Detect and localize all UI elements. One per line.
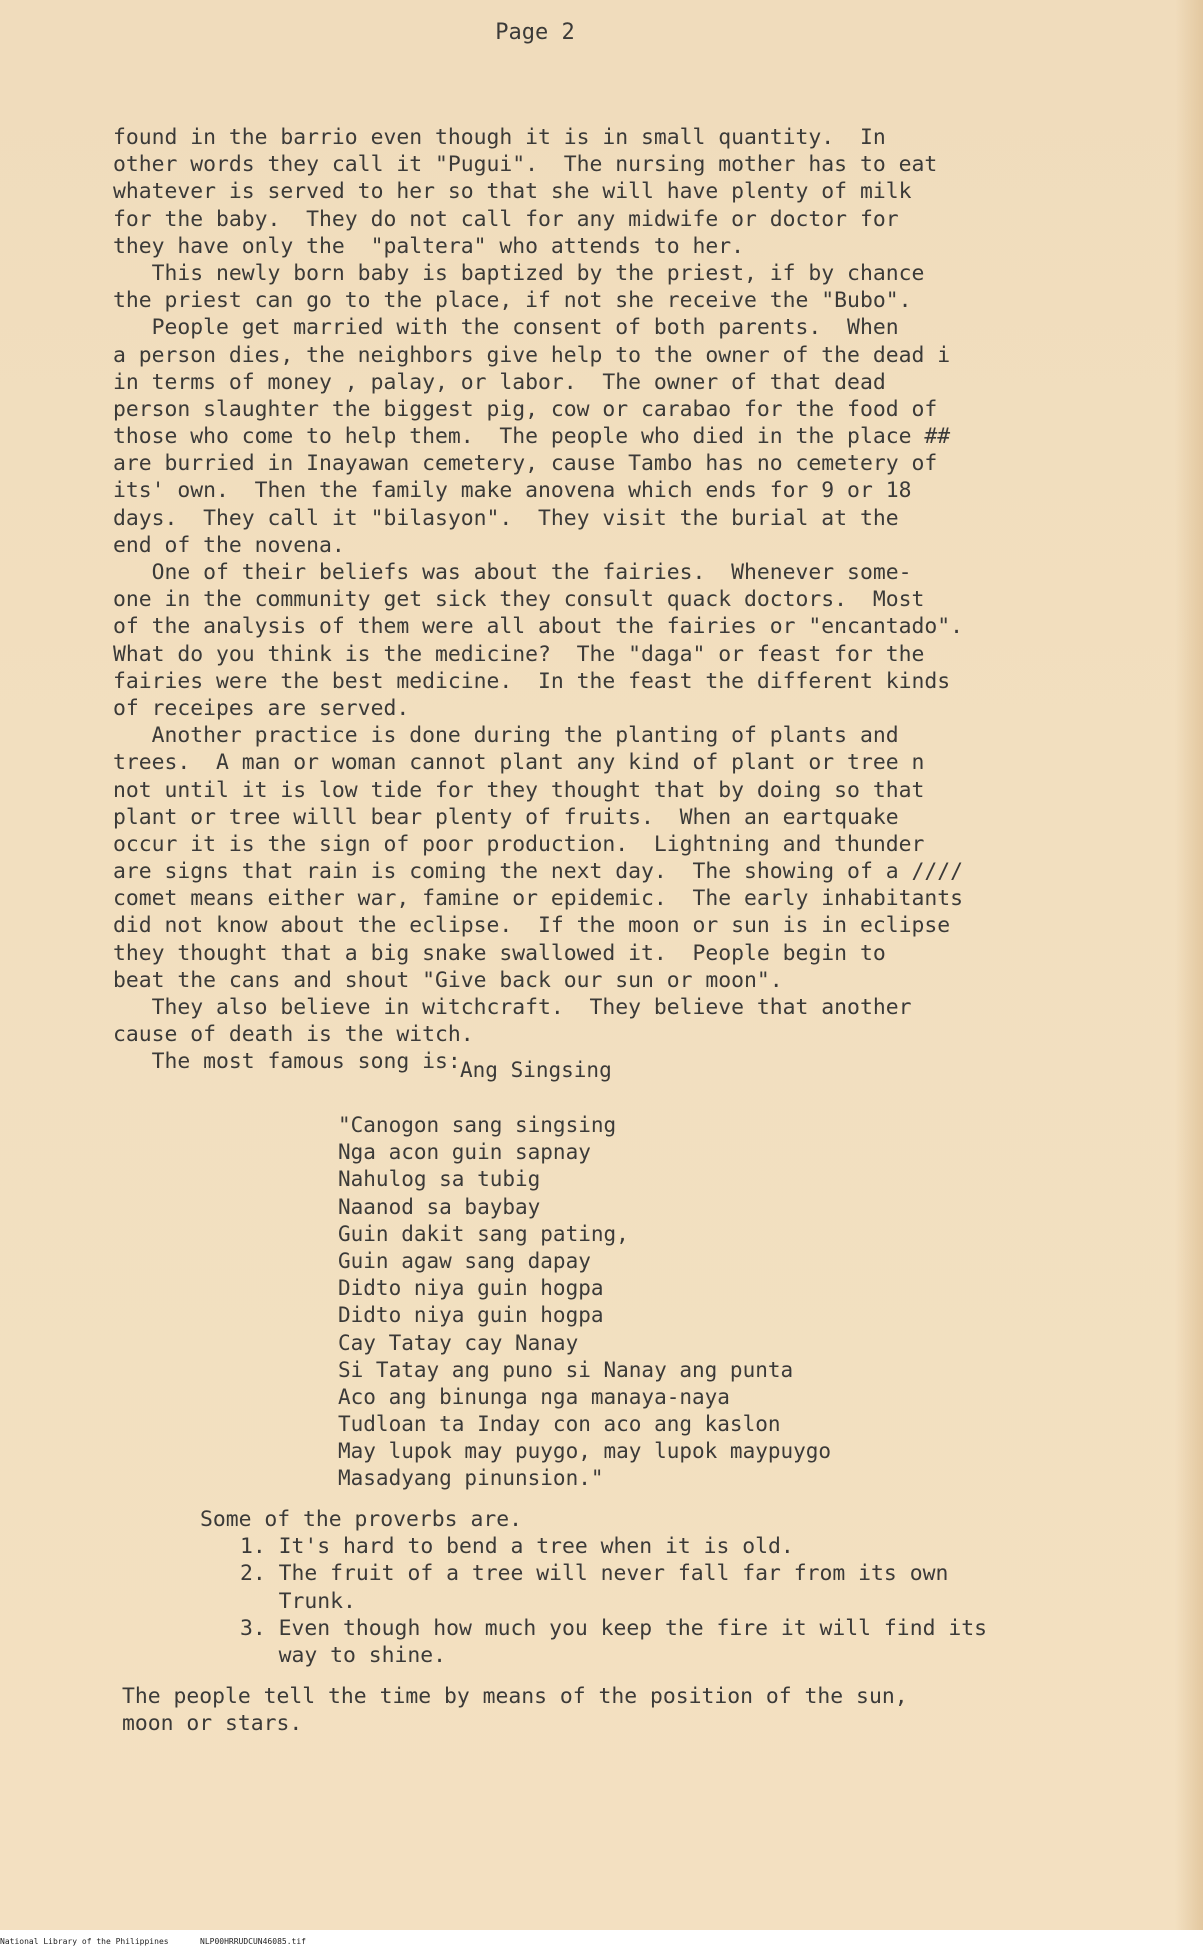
text-line: What do you think is the medicine? The "daga" or feast for the — [113, 641, 925, 667]
text-line: other words they call it "Pugui". The nursing mother has to eat — [113, 152, 938, 178]
song-line: Guin agaw sang dapay — [338, 1248, 591, 1273]
song-line: Tudloan ta Inday con aco ang kaslon — [338, 1412, 781, 1437]
text-line: are burried in Inayawan cemetery, cause Tambo has no cemetery of — [113, 451, 938, 477]
proverb-text: The fruit of a tree will never fall far from its own — [278, 1561, 949, 1587]
text-line: beat the cans and shout "Give back our sun or moon". — [113, 967, 783, 993]
text-line: occur it is the sign of poor production. Lightning and thunder — [113, 831, 925, 857]
text-line: trees. A man or woman cannot plant any kind of plant or tree n — [113, 750, 925, 776]
paper-edge-shadow — [1175, 0, 1203, 1930]
text-line: days. They call it "bilasyon". They visit the burial at the — [113, 505, 899, 531]
text-line: They also believe in witchcraft. They believe that another — [113, 995, 912, 1020]
text-line: plant or tree willl bear plenty of fruits. When an eartquake — [113, 804, 899, 830]
proverb-number: 2. — [240, 1561, 266, 1587]
proverb-text: Even though how much you keep the fire it will find its — [278, 1615, 987, 1641]
text-line: fairies were the best medicine. In the feast the different kinds — [113, 668, 951, 694]
proverbs-intro: Some of the proverbs are. — [200, 1507, 522, 1532]
text-line: in terms of money , palay, or labor. The owner of that dead — [113, 369, 886, 395]
song-line: Didto niya guin hogpa — [338, 1276, 604, 1301]
text-line: Another practice is done during the planting of plants and — [113, 723, 899, 749]
proverb-number: 1. — [240, 1534, 266, 1560]
text-line: found in the barrio even though it is in small quantity. In — [113, 125, 886, 150]
scan-footer — [0, 1936, 1203, 1950]
page-number: Page 2 — [495, 20, 575, 45]
text-line: they have only the "paltera" who attends to her. — [113, 233, 745, 259]
file-identifier: NLP00HRRUDCUN46085.tif — [200, 1937, 306, 1946]
proverb-item — [200, 1533, 987, 1560]
song-line: Guin dakit sang pating, — [338, 1221, 629, 1246]
text-line: People get married with the consent of both parents. When — [113, 315, 899, 341]
text-line: are signs that rain is coming the next day. The showing of a //// — [113, 859, 963, 885]
text-line: did not know about the eclipse. If the moon or sun is in eclipse — [113, 913, 951, 939]
text-line: person slaughter the biggest pig, cow or carabao for the food of — [113, 396, 938, 422]
text-line: the priest can go to the place, if not she receive the "Bubo". — [113, 288, 912, 314]
text-line: of the analysis of them were all about the fairies or "encantado". — [113, 614, 963, 640]
proverb-text: Trunk. — [278, 1588, 356, 1614]
song-line: May lupok may puygo, may lupok maypuygo — [338, 1439, 832, 1464]
song-line: Cay Tatay cay Nanay — [338, 1330, 579, 1355]
song-title: Ang Singsing — [460, 1058, 612, 1082]
text-line: One of their beliefs was about the fairies. Whenever some- — [113, 560, 912, 585]
proverbs-section — [200, 1506, 987, 1669]
text-line: for the baby. They do not call for any midwife or doctor for — [113, 206, 899, 232]
text-line: they thought that a big snake swallowed it. People begin to — [113, 940, 886, 966]
song-line: Nahulog sa tubig — [338, 1167, 541, 1192]
proverb-text: way to shine. — [278, 1642, 447, 1668]
text-line: one in the community get sick they consult quack doctors. Most — [113, 587, 925, 613]
song-lyrics — [338, 1112, 831, 1493]
song-line: Didto niya guin hogpa — [338, 1303, 604, 1328]
song-line: Si Tatay ang puno si Nanay ang punta — [338, 1357, 794, 1382]
song-line: Masadyang pinunsion." — [338, 1466, 604, 1491]
text-line: moon or stars. — [122, 1711, 303, 1737]
text-line: The most famous song is: — [113, 1049, 461, 1075]
proverb-continuation — [200, 1588, 987, 1615]
song-line: "Canogon sang singsing — [338, 1113, 617, 1137]
song-line: Naanod sa baybay — [338, 1194, 541, 1219]
proverb-item — [200, 1615, 987, 1642]
proverb-text: It's hard to bend a tree when it is old. — [278, 1534, 794, 1560]
proverb-item — [200, 1560, 987, 1587]
text-line: of receipes are served. — [113, 695, 410, 721]
closing-paragraph — [122, 1683, 908, 1737]
song-line: Nga acon guin sapnay — [338, 1140, 591, 1165]
text-line: cause of death is the witch. — [113, 1022, 474, 1048]
proverb-number: 3. — [240, 1615, 266, 1641]
song-line: Aco ang binunga nga manaya-naya — [338, 1384, 730, 1409]
text-line: end of the novena. — [113, 532, 345, 558]
text-line: a person dies, the neighbors give help to the owner of the dead i — [113, 342, 951, 368]
text-line: those who come to help them. The people who died in the place ## — [113, 424, 951, 450]
text-line: whatever is served to her so that she will have plenty of milk — [113, 179, 912, 205]
library-credit: National Library of the Philippines — [0, 1937, 169, 1946]
text-line: comet means either war, famine or epidemic. The early inhabitants — [113, 886, 963, 912]
proverb-continuation — [200, 1642, 987, 1669]
text-line: This newly born baby is baptized by the priest, if by chance — [113, 260, 925, 286]
text-line: not until it is low tide for they thought that by doing so that — [113, 777, 925, 803]
main-text-body — [113, 124, 1153, 1076]
text-line: its' own. Then the family make anovena which ends for 9 or 18 — [113, 478, 912, 504]
text-line: The people tell the time by means of the position of the sun, — [122, 1684, 908, 1709]
